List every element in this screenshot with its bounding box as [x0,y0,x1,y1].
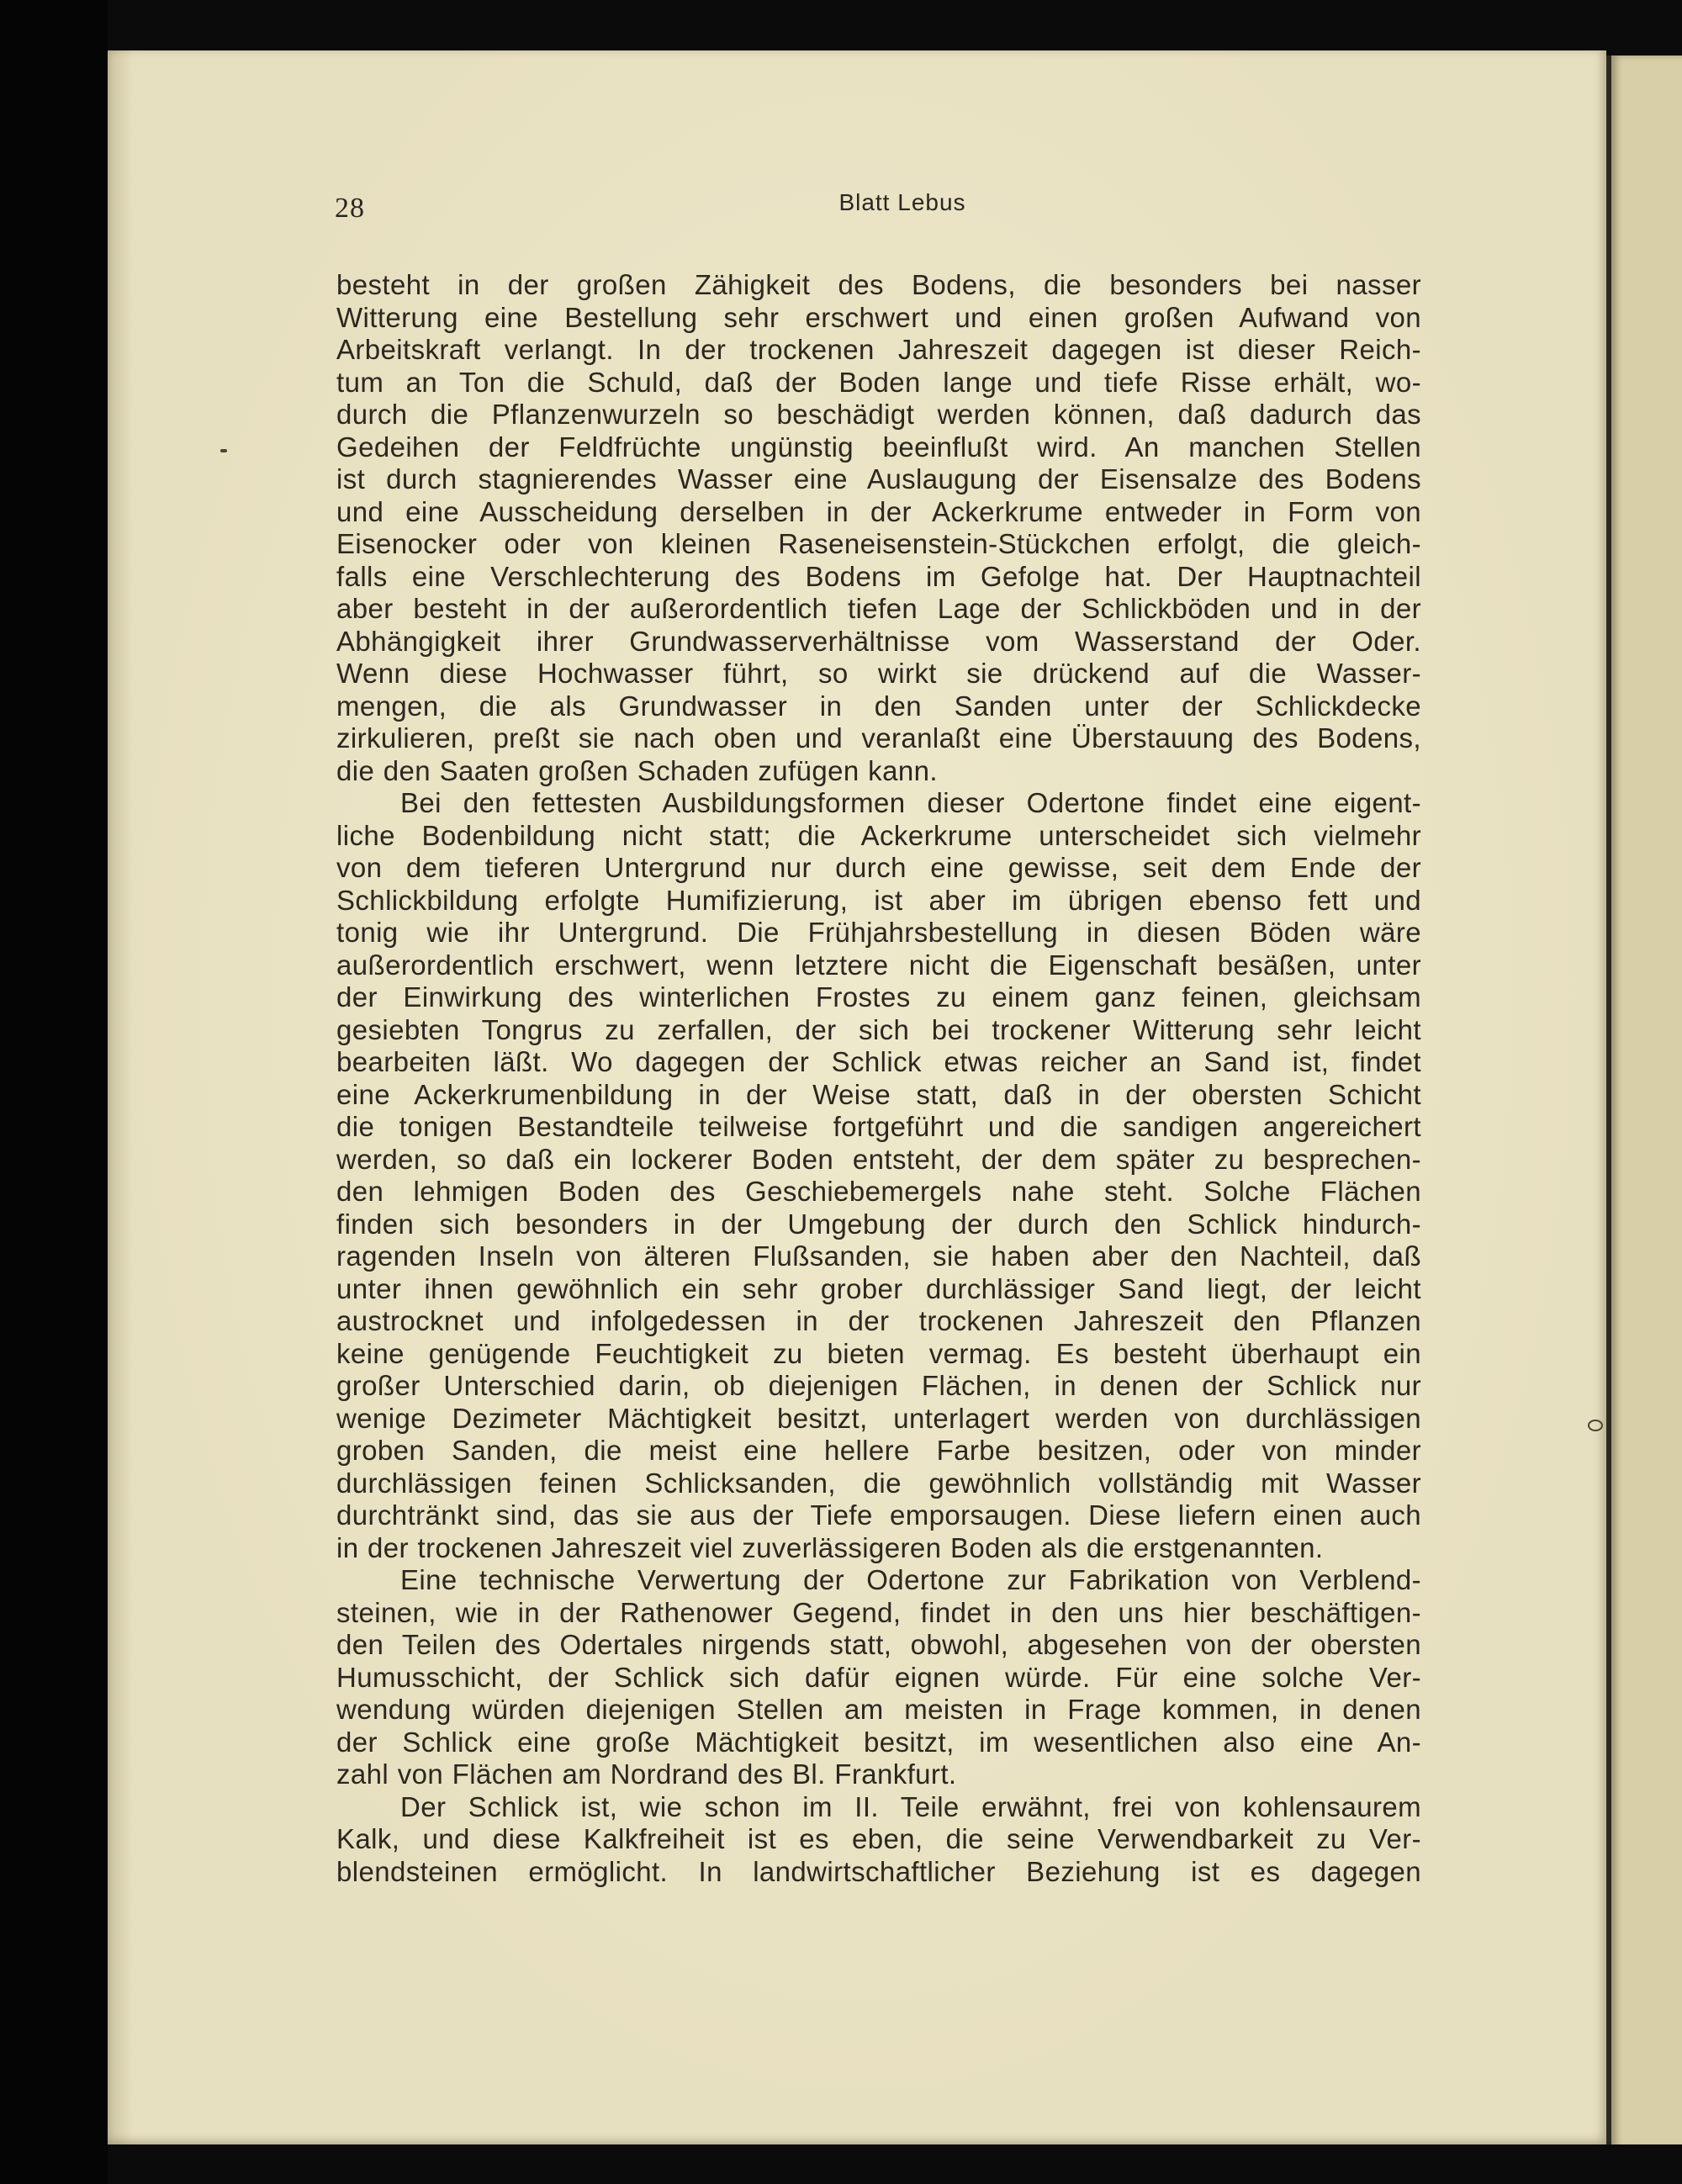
text-line: zirkulieren, preßt sie nach oben und veranlaßt eine Überstauung des Bodens, [336,722,1421,754]
text-line: wendung würden diejenigen Stellen am meisten in Frage kommen, in denen [336,1694,1421,1725]
text-line: austrocknet und infolgedessen in der trockenen Jahreszeit den Pflanzen [336,1305,1421,1336]
text-line: steinen, wie in der Rathenower Gegend, findet in den uns hier beschäftigen- [336,1596,1421,1628]
text-line: Der Schlick ist, wie schon im II. Teile erwähnt, frei von kohlensaurem [400,1790,1421,1822]
scan-bottom-border [108,2144,1682,2184]
text-line: die den Saaten großen Schaden zufügen kann. [336,754,938,786]
text-line: Schlickbildung erfolgte Humifizierung, ist aber im übrigen ebenso fett und [336,884,1421,916]
text-line: Bei den fettesten Ausbildungsformen dieser Odertone findet eine eigent- [400,787,1421,818]
text-line: den Teilen des Odertales nirgends statt, obwohl, abgesehen von der obersten [336,1629,1421,1660]
binding-gutter [0,0,108,2184]
text-line: Arbeitskraft verlangt. In der trockenen Jahreszeit dagegen ist dieser Reich- [336,334,1421,365]
margin-mark-right [1588,1420,1603,1431]
text-line: Gedeihen der Feldfrüchte ungünstig beeinflußt wird. An manchen Stellen [336,431,1421,463]
text-line: und eine Ausscheidung derselben in der Ackerkrume entweder in Form von [336,495,1421,527]
text-line: aber besteht in der außerordentlich tiefen Lage der Schlickböden und in der [336,593,1421,624]
text-line: Witterung eine Bestellung sehr erschwert und einen großen Aufwand von [336,301,1421,333]
paragraph-4 [336,1791,1421,1889]
text-line: tonig wie ihr Untergrund. Die Frühjahrsbestellung in diesen Böden wäre [336,917,1421,948]
text-line: ragenden Inseln von älteren Flußsanden, sie haben aber den Nachteil, daß [336,1240,1421,1272]
text-line: keine genügende Feuchtigkeit zu bieten vermag. Es besteht überhaupt ein [336,1337,1421,1369]
text-line: groben Sanden, die meist eine hellere Farbe besitzen, oder von minder [336,1435,1421,1466]
paragraph-1 [336,269,1421,787]
text-line: eine Ackerkrumenbildung in der Weise statt, daß in der obersten Schicht [336,1078,1421,1110]
text-line: den lehmigen Boden des Geschiebemergels nahe steht. Solche Flächen [336,1176,1421,1207]
text-line: wenige Dezimeter Mächtigkeit besitzt, unterlagert werden von durchlässigen [336,1402,1421,1434]
margin-mark [220,449,227,452]
text-line: Eisenocker oder von kleinen Raseneisenstein-Stückchen erfolgt, die gleich- [336,528,1421,559]
text-line: ist durch stagnierendes Wasser eine Auslaugung der Eisensalze des Bodens [336,463,1421,494]
running-head-title: Blatt Lebus [838,189,966,215]
text-line: Abhängigkeit ihrer Grundwasserverhältnisse vom Wasserstand der Oder. [336,625,1421,657]
text-line: blendsteinen ermöglicht. In landwirtschaftlicher Beziehung ist es dagegen [336,1855,1421,1887]
text-line: werden, so daß ein lockerer Boden entsteht, der dem später zu besprechen- [336,1143,1421,1175]
text-line: der Schlick eine große Mächtigkeit besitzt, im wesentlichen also eine An- [336,1726,1421,1758]
text-line: gesiebten Tongrus zu zerfallen, der sich bei trockener Witterung sehr leicht [336,1013,1421,1045]
text-line: von dem tieferen Untergrund nur durch eine gewisse, seit dem Ende der [336,852,1421,883]
text-line: die tonigen Bestandteile teilweise fortgeführt und die sandigen angereichert [336,1111,1421,1142]
text-line: bearbeiten läßt. Wo dagegen der Schlick etwas reicher an Sand ist, findet [336,1046,1421,1077]
running-head [335,189,1436,223]
text-line: liche Bodenbildung nicht statt; die Ackerkrume unterscheidet sich vielmehr [336,819,1421,851]
page-number: 28 [335,193,365,224]
text-line: Humusschicht, der Schlick sich dafür eignen würde. Für eine solche Ver- [336,1661,1421,1693]
text-line: durchlässigen feinen Schlicksanden, die gewöhnlich vollständig mit Wasser [336,1467,1421,1499]
text-line: der Einwirkung des winterlichen Frostes zu einem ganz feinen, gleichsam [336,981,1421,1013]
text-line: außerordentlich erschwert, wenn letztere nicht die Eigenschaft besäßen, unter [336,949,1421,981]
text-line: mengen, die als Grundwasser in den Sanden unter der Schlickdecke [336,690,1421,722]
text-line: großer Unterschied darin, ob diejenigen Flächen, in denen der Schlick nur [336,1370,1421,1401]
paragraph-2 [336,787,1421,1564]
text-line: zahl von Flächen am Nordrand des Bl. Frankfurt. [336,1758,957,1790]
text-line: tum an Ton die Schuld, daß der Boden lange und tiefe Risse erhält, wo- [336,366,1421,398]
text-line: falls eine Verschlechterung des Bodens im Gefolge hat. Der Hauptnachteil [336,560,1421,592]
text-line: Eine technische Verwertung der Odertone zur Fabrikation von Verblend- [400,1564,1421,1595]
text-line: finden sich besonders in der Umgebung der durch den Schlick hindurch- [336,1208,1421,1240]
text-line: durchtränkt sind, das sie aus der Tiefe emporsaugen. Diese liefern einen auch [336,1499,1421,1531]
body-text [336,269,1421,1888]
text-line: besteht in der großen Zähigkeit des Bodens, die besonders bei nasser [336,269,1421,300]
paragraph-3 [336,1564,1421,1791]
next-page-edge [1606,56,1682,2150]
text-line: unter ihnen gewöhnlich ein sehr grober durchlässiger Sand liegt, der leicht [336,1272,1421,1304]
text-line: Wenn diese Hochwasser führt, so wirkt sie drückend auf die Wasser- [336,658,1421,689]
text-line: in der trockenen Jahreszeit viel zuverlässigeren Boden als die erstgenannten. [336,1531,1324,1563]
text-line: durch die Pflanzenwurzeln so beschädigt werden können, daß dadurch das [336,399,1421,430]
text-line: Kalk, und diese Kalkfreiheit ist es eben, die seine Verwendbarkeit zu Ver- [336,1823,1421,1854]
